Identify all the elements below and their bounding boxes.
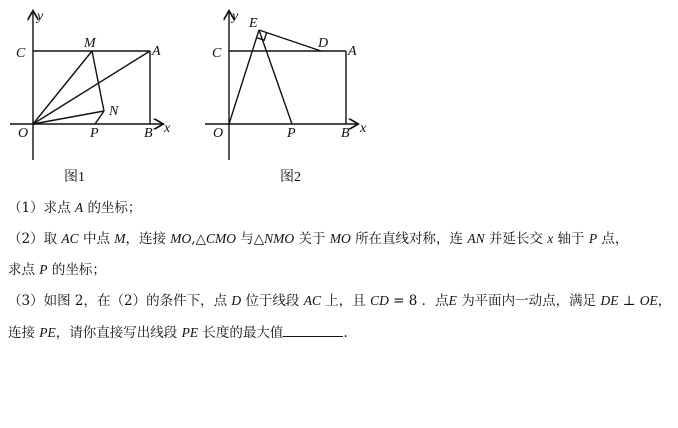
text: 关于 [298,231,326,247]
text: 连接 [8,325,35,341]
label-y: y [37,9,44,24]
label-p: P [287,126,296,141]
text: 点， [601,231,629,247]
var-pe: PE [181,325,199,340]
segment-pe [259,30,292,124]
segment-om [33,51,92,124]
var-cmo: CMO [205,231,236,246]
text: 如图 2，在（2）的条件下，点 [43,293,228,309]
var-e: E [448,293,457,308]
label-x: x [164,121,171,136]
text: 与△ [240,231,265,247]
var-ac: AC [61,231,79,246]
var-p: P [39,262,48,277]
label-a: A [348,44,357,59]
text: 求点 [43,200,71,216]
var-de: DE [600,293,619,308]
label-b: B [341,126,350,141]
question-number: （1） [8,200,44,216]
text: ， [657,293,672,309]
var-p: P [588,231,598,246]
text: 为平面内一动点，满足 [461,293,597,309]
figures [0,0,678,190]
caption-fig1: 图1 [64,170,85,185]
text: ．点 [421,293,449,309]
label-o: O [213,126,224,141]
text: 的坐标； [87,200,142,216]
label-c: C [16,46,26,61]
text: 长度的最大值 [202,325,284,341]
answer-blank[interactable] [283,323,343,337]
figure-1 [10,9,171,185]
segment-oe [229,30,259,124]
var-cd: CD [370,293,389,308]
text: ，请你直接写出线段 [55,325,178,341]
label-c: C [212,46,222,61]
perpendicular-symbol: ⊥ [622,293,636,309]
text: 并延长交 [488,231,543,247]
var-an: AN [467,231,485,246]
question-number: （3） [8,293,44,309]
var-a: A [74,200,84,215]
label-y: y [232,9,239,24]
var-m: M [114,231,126,246]
text: 轴于 [557,231,585,247]
label-b: B [144,126,153,141]
var-x: x [547,231,554,246]
text: . [343,325,348,341]
question-number: （2） [8,231,44,247]
equation-value: = 8 [393,293,418,309]
label-a: A [152,44,161,59]
var-mo: MO [170,231,192,246]
var-nmo: NMO [264,231,295,246]
var-d: D [231,293,242,308]
label-e: E [249,16,258,31]
var-oe: OE [639,293,658,308]
text: 上，且 [325,293,366,309]
var-mo: MO [329,231,351,246]
text: 取 [43,231,58,247]
text: 中点 [82,231,110,247]
question-1 [8,199,141,217]
text: 所在直线对称，连 [355,231,464,247]
question-2-line-1 [8,230,628,248]
label-o: O [18,126,29,141]
question-3-line-2 [8,323,348,342]
text: 的坐标； [51,262,106,278]
question-3-line-1 [8,292,671,310]
segment-de [259,30,321,51]
label-p: P [90,126,99,141]
label-x: x [360,121,367,136]
caption-fig2: 图2 [280,170,301,185]
text: ,△ [191,231,206,247]
var-ac: AC [303,293,321,308]
var-pe: PE [39,325,56,340]
question-2-line-2 [8,261,106,279]
label-m: M [84,36,96,51]
text: 位于线段 [245,293,300,309]
text: ，连接 [125,231,166,247]
label-n: N [109,104,119,119]
figure-2 [205,9,367,185]
text: 求点 [8,262,35,278]
label-d: D [318,36,329,51]
